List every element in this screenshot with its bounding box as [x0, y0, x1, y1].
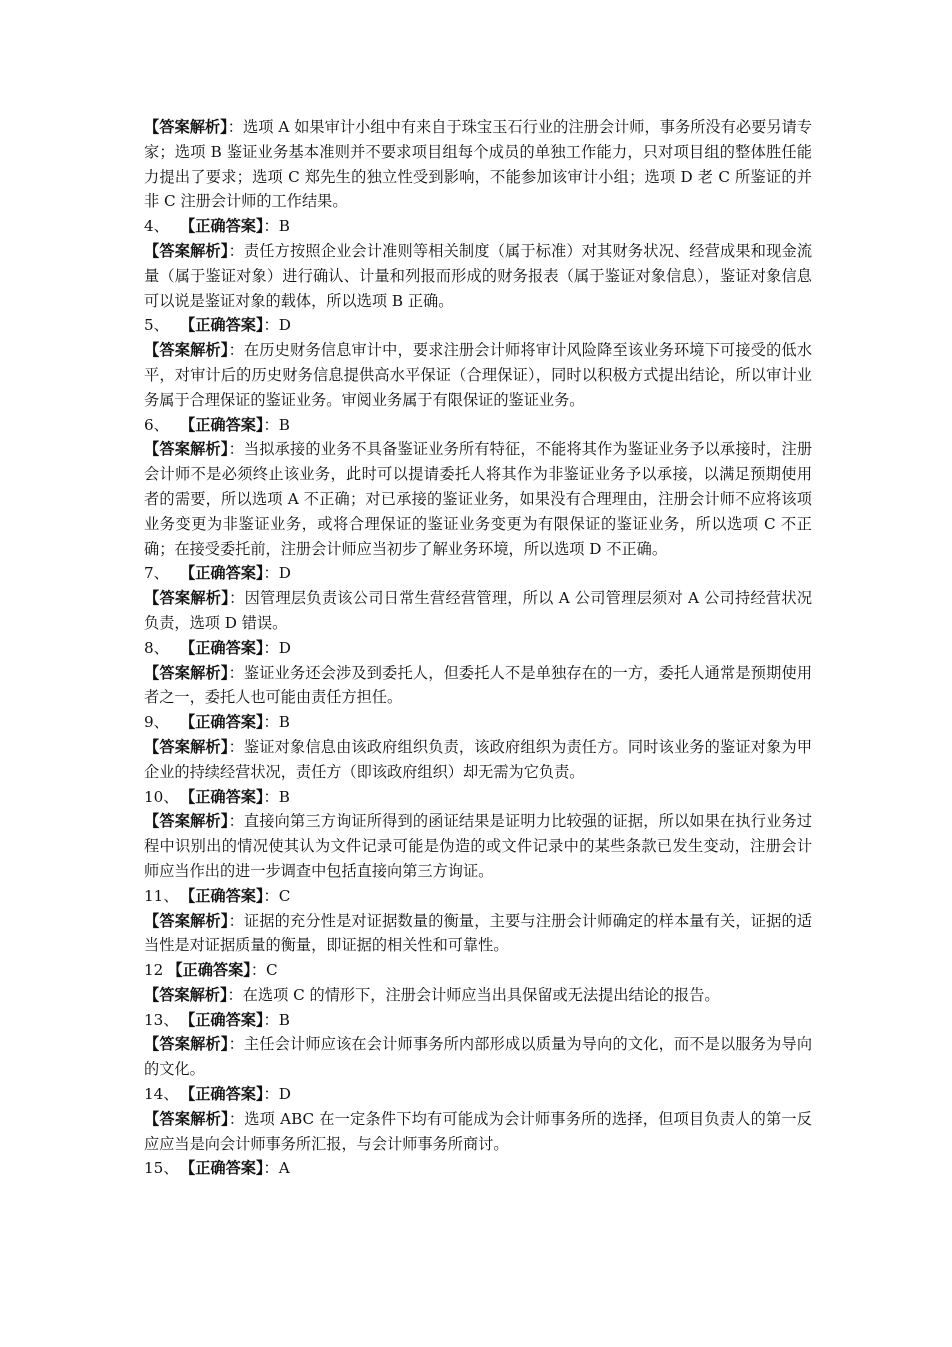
correct-answer-value: ：B — [263, 415, 290, 434]
correct-answer-label: 【正确答案】 — [180, 415, 264, 434]
correct-answer-value: ：D — [263, 564, 291, 583]
explanation-label: 【答案解析】 — [144, 985, 228, 1004]
answer-explanation — [144, 586, 812, 636]
correct-answer-label: 【正确答案】 — [180, 886, 264, 905]
explanation-label: 【答案解析】 — [144, 440, 229, 459]
explanation-label: 【答案解析】 — [144, 341, 229, 360]
correct-answer-label: 【正确答案】 — [180, 787, 264, 806]
question-number: 14、 — [144, 1085, 179, 1104]
explanation-label: 【答案解析】 — [144, 1109, 229, 1128]
explanation-text: ：当拟承接的业务不具备鉴证业务所有特征，不能将其作为鉴证业务予以承接时，注册会计师不是必须终止该业务，此时可以提请委托人将其作为非鉴证业务予以承接，以满足预期使用者的需要，所以选项 A 不正确；对已承接的鉴证业务，如果没有合理理由，注册会计师不应将该项业务变更为非鉴证业务，或将合理保证的鉴证业务变更为有限保证的鉴证业务，所以选项 C 不正确；在接受委托前，注册会计师应当初步了解业务环境，所以选项 D 不正确。 — [144, 440, 813, 558]
correct-answer-line — [144, 561, 812, 586]
correct-answer-value: ：C — [250, 961, 278, 980]
answer-explanation — [144, 437, 812, 561]
question-number: 15、 — [144, 1159, 179, 1178]
correct-answer-line — [144, 710, 812, 735]
correct-answer-value: ：B — [263, 1010, 290, 1029]
explanation-label: 【答案解析】 — [144, 589, 230, 608]
correct-answer-line — [144, 1082, 812, 1107]
correct-answer-value: ：D — [263, 316, 291, 335]
explanation-label: 【答案解析】 — [144, 1035, 229, 1054]
correct-answer-line — [144, 413, 812, 438]
explanation-text: ：因管理层负责该公司日常生营经营管理，所以 A 公司管理层须对 A 公司持经营状况负责，选项 D 错误。 — [144, 589, 813, 632]
correct-answer-line — [144, 1008, 812, 1033]
explanation-label: 【答案解析】 — [144, 911, 229, 930]
question-number: 12 — [144, 961, 164, 980]
correct-answer-label: 【正确答案】 — [180, 713, 264, 732]
correct-answer-value: ：C — [263, 886, 291, 905]
question-number: 8、 — [144, 638, 169, 657]
explanation-text: ：证据的充分性是对证据数量的衡量，主要与注册会计师确定的样本量有关，证据的适当性是对证据质量的衡量，即证据的相关性和可靠性。 — [144, 911, 813, 955]
explanation-text: ：在历史财务信息审计中，要求注册会计师将审计风险降至该业务环境下可接受的低水平，对审计后的历史财务信息提供高水平保证（合理保证），同时以积极方式提出结论，所以审计业务属于合理保证的鉴证业务。审阅业务属于有限保证的鉴证业务。 — [144, 341, 813, 409]
answer-explanation — [144, 1107, 812, 1157]
correct-answer-value: ：B — [263, 713, 290, 732]
question-number: 6、 — [144, 415, 169, 434]
explanation-text: ：直接向第三方询证所得到的函证结果是证明力比较强的证据，所以如果在执行业务过程中识别出的情况使其认为文件记录可能是伪造的或文件记录中的某些条款已发生变动，注册会计师应当作出的进一步调查中包括直接向第三方询证。 — [144, 812, 813, 880]
correct-answer-value: ：D — [263, 1085, 291, 1104]
explanation-label: 【答案解析】 — [144, 118, 228, 136]
correct-answer-label: 【正确答案】 — [180, 217, 264, 236]
correct-answer-label: 【正确答案】 — [180, 1159, 264, 1178]
explanation-label: 【答案解析】 — [144, 737, 229, 756]
correct-answer-label: 【正确答案】 — [180, 316, 264, 335]
answer-explanation — [144, 735, 812, 785]
correct-answer-label: 【正确答案】 — [180, 1085, 264, 1104]
explanation-text: ：在选项 C 的情形下，注册会计师应当出具保留或无法提出结论的报告。 — [227, 985, 720, 1004]
explanation-label: 【答案解析】 — [144, 663, 229, 682]
answer-explanation — [144, 909, 812, 959]
question-number: 7、 — [144, 564, 169, 583]
correct-answer-label: 【正确答案】 — [180, 564, 264, 583]
explanation-text: ：主任会计师应该在会计师事务所内部形成以质量为导向的文化，而不是以服务为导向的文化。 — [144, 1035, 813, 1079]
question-number: 9、 — [144, 713, 169, 732]
answer-explanation — [144, 661, 812, 711]
answer-explanation — [144, 809, 812, 883]
correct-answer-line — [144, 958, 812, 983]
question-number: 4、 — [144, 217, 169, 236]
correct-answer-label: 【正确答案】 — [180, 1010, 264, 1029]
explanation-label: 【答案解析】 — [144, 812, 229, 831]
document-page — [144, 115, 812, 1181]
correct-answer-line — [144, 1156, 812, 1181]
correct-answer-label: 【正确答案】 — [167, 961, 251, 980]
correct-answer-value: ：B — [263, 787, 290, 806]
explanation-text: ：鉴证业务还会涉及到委托人，但委托人不是单独存在的一方，委托人通常是预期使用者之一，委托人也可能由责任方担任。 — [144, 663, 813, 707]
answer-explanation — [144, 1032, 812, 1082]
question-number: 10、 — [144, 787, 179, 806]
answer-explanation — [144, 115, 812, 214]
explanation-text: ：鉴证对象信息由该政府组织负责，该政府组织为责任方。同时该业务的鉴证对象为甲企业的持续经营状况，责任方（即该政府组织）却无需为它负责。 — [144, 737, 813, 781]
answer-explanation — [144, 983, 812, 1008]
answer-explanation — [144, 239, 812, 313]
correct-answer-line — [144, 313, 812, 338]
correct-answer-value: ：A — [263, 1159, 290, 1178]
answer-explanation — [144, 338, 812, 412]
correct-answer-line — [144, 884, 812, 909]
question-number: 11、 — [144, 886, 179, 905]
correct-answer-line — [144, 214, 812, 239]
correct-answer-value: ：D — [263, 638, 291, 657]
question-number: 5、 — [144, 316, 169, 335]
correct-answer-line — [144, 785, 812, 810]
question-number: 13、 — [144, 1010, 179, 1029]
correct-answer-value: ：B — [263, 217, 290, 236]
explanation-label: 【答案解析】 — [144, 241, 229, 260]
correct-answer-label: 【正确答案】 — [180, 638, 264, 657]
explanation-text: ：责任方按照企业会计准则等相关制度（属于标准）对其财务状况、经营成果和现金流量（属于鉴证对象）进行确认、计量和列报而形成的财务报表（属于鉴证对象信息），鉴证对象信息可以说是鉴证对象的载体，所以选项 B 正确。 — [144, 241, 813, 310]
explanation-text: ：选项 ABC 在一定条件下均有可能成为会计师事务所的选择，但项目负责人的第一反应应当是向会计师事务所汇报，与会计师事务所商讨。 — [144, 1109, 812, 1153]
correct-answer-line — [144, 636, 812, 661]
explanation-text: ：选项 A 如果审计小组中有来自于珠宝玉石行业的注册会计师，事务所没有必要另请专家；选项 B 鉴证业务基本准则并不要求项目组每个成员的单独工作能力，只对项目组的整体胜任能力提出了要求；选项 C 郑先生的独立性受到影响，不能参加该审计小组；选项 D 老 C 所鉴证的并非 C 注册会计师的工作结果。 — [144, 118, 813, 211]
